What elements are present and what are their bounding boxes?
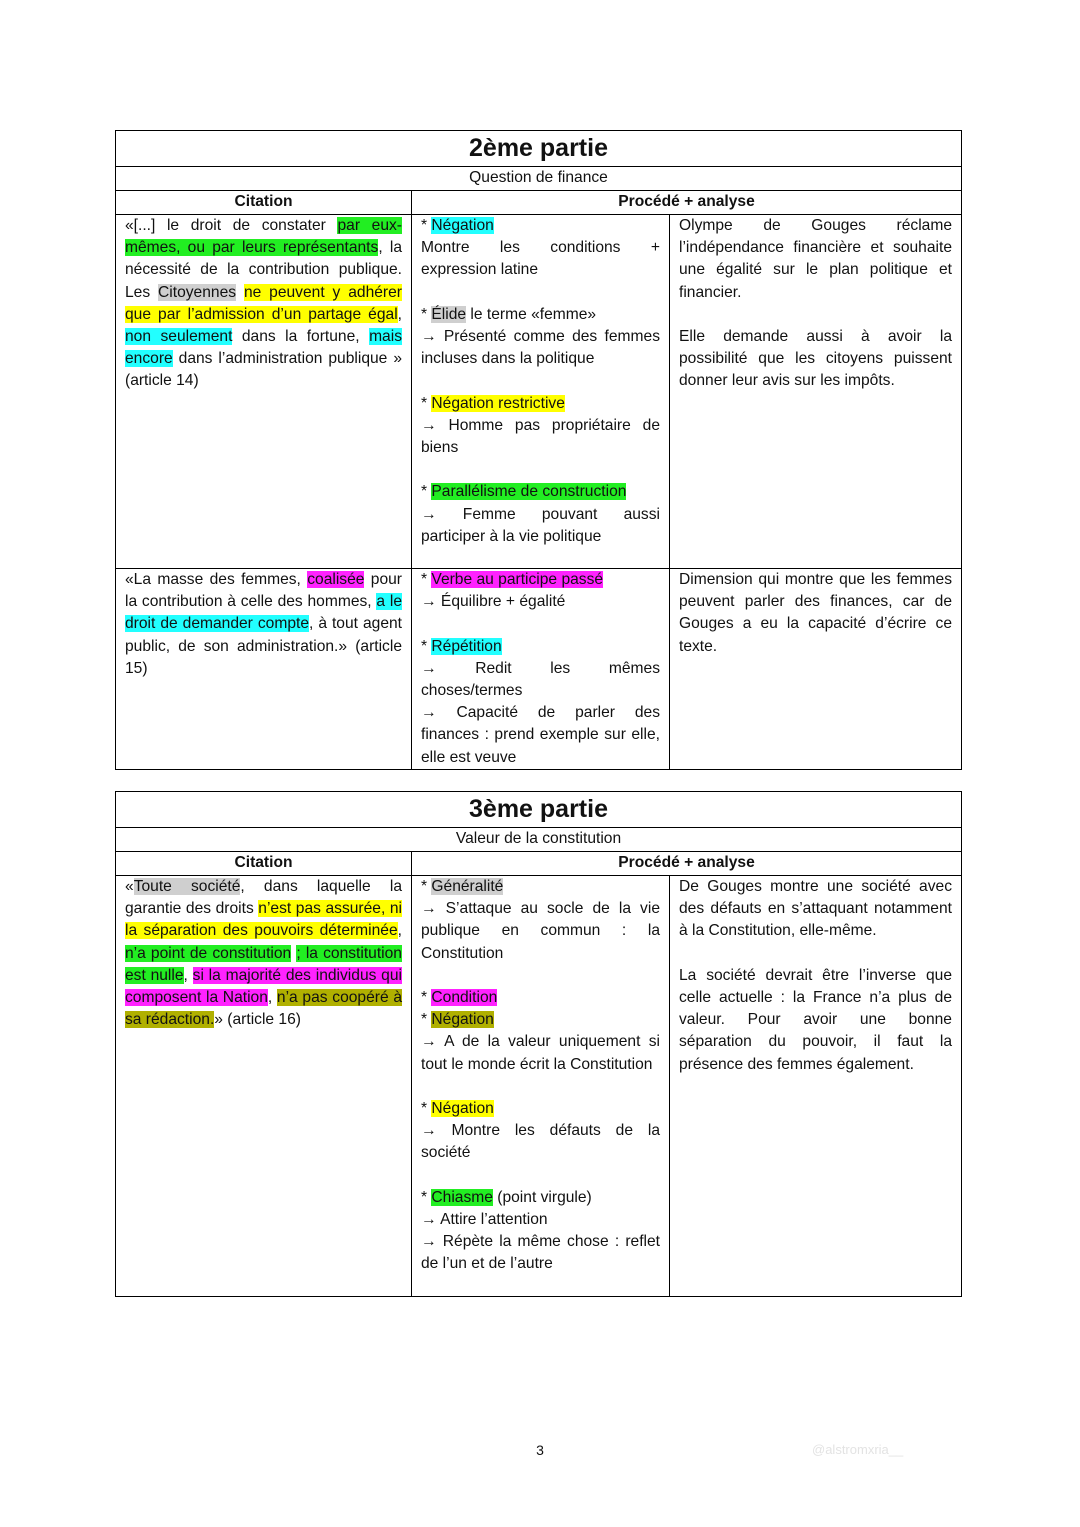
text-segment: → Homme pas propriétaire de biens (421, 416, 660, 456)
part3-row1-analyse (670, 876, 962, 1297)
text-segment: , la nécessité de la contribution publique. Les (125, 239, 402, 301)
part2-title: 2ème partie (116, 131, 962, 167)
text-segment: * (421, 217, 432, 234)
highlighted-text: Élide (431, 305, 467, 323)
paragraph (421, 304, 660, 326)
highlighted-text: Toute société (133, 878, 241, 895)
part3-header-citation: Citation (116, 852, 412, 876)
text-segment (236, 284, 244, 301)
paragraph-gap (421, 613, 660, 635)
text-segment: * (421, 483, 432, 501)
part2-row1-procede (412, 215, 670, 569)
highlighted-text: Répétition (431, 637, 502, 655)
paragraph (679, 326, 952, 393)
highlighted-text: non seulement (125, 328, 233, 346)
paragraph-gap (679, 943, 952, 965)
text-segment: , dans laquelle la garantie des droits (125, 878, 402, 918)
text-segment: → Présenté comme des femmes incluses dans la politique (421, 328, 660, 368)
text-segment: → Redit les mêmes choses/termes (421, 659, 660, 699)
text-segment: pour la contribution à celle des hommes, (125, 571, 402, 611)
part3-subtitle: Valeur de la constitution (116, 828, 962, 852)
paragraph (421, 1187, 660, 1209)
text-segment: , à tout agent public, de son administration.» (article 15) (125, 615, 402, 677)
paragraph (421, 415, 660, 459)
paragraph (679, 965, 952, 1076)
text-segment: * (421, 1100, 432, 1117)
text-segment: Dimension qui montre que les femmes peuvent parler des finances, car de Gouges a eu la capacité d’écrire ce texte. (679, 571, 952, 655)
text-segment: → Femme pouvant aussi participer à la vie politique (421, 505, 660, 545)
part2-table (115, 130, 962, 770)
paragraph (421, 569, 660, 591)
text-segment: → Répète la même chose : reflet de l’un et de l’autre (421, 1233, 660, 1273)
highlighted-text: Généralité (431, 878, 504, 895)
paragraph-gap (421, 1076, 660, 1098)
page-number: 3 (536, 1442, 544, 1458)
highlighted-text: n’est pas assurée, ni la séparation des pouvoirs déterminée (125, 900, 402, 940)
part2-row2-citation (116, 569, 412, 770)
text-segment: «La masse des femmes, (125, 571, 308, 588)
paragraph (421, 702, 660, 769)
part2-subtitle: Question de finance (116, 167, 962, 191)
highlighted-text: ; la constitution est nulle (125, 944, 402, 984)
paragraph (421, 215, 660, 237)
text-segment: La société devrait être l’inverse que celle actuelle : la France n’a plus de valeur. Pour avoir une bonne séparation du pouvoir, il faut la présence des femmes également. (679, 966, 952, 1073)
paragraph (421, 1231, 660, 1275)
paragraph (421, 1031, 660, 1075)
text-segment: «[...] le droit de constater (125, 217, 338, 234)
text-segment: Elle demande aussi à avoir la possibilité que les citoyens puissent donner leur avis sur les impôts. (679, 328, 952, 390)
highlighted-text: ne peuvent y adhérer que par l’admission d’un partage égal (125, 283, 402, 323)
part3-row1-procede (412, 876, 670, 1297)
part3-row1-citation (116, 876, 412, 1297)
paragraph (421, 876, 660, 898)
text-segment: * (421, 394, 432, 412)
text-segment: → Attire l’attention (421, 1211, 548, 1228)
text-segment: , (183, 966, 193, 984)
highlighted-text: a le droit de demander compte (125, 593, 402, 633)
watermark: @alstromxria__ (812, 1442, 904, 1457)
text-segment: → Montre les défauts de la société (421, 1122, 660, 1162)
text-segment: → A de la valeur uniquement si tout le monde écrit la Constitution (421, 1033, 660, 1073)
paragraph (421, 987, 660, 1009)
highlighted-text: Verbe au participe passé (431, 571, 604, 588)
paragraph (421, 658, 660, 702)
paragraph (421, 237, 660, 281)
text-segment: Olympe de Gouges réclame l’indépendance financière et souhaite une égalité sur le plan politique et financier. (679, 217, 952, 301)
text-segment: , (397, 305, 402, 323)
paragraph (421, 1098, 660, 1120)
highlighted-text: n’a point de constitution (125, 944, 292, 962)
part2-row1-citation (116, 215, 412, 569)
text-segment: * (421, 878, 432, 895)
highlighted-text: Négation (431, 217, 494, 234)
text-segment: Montre les conditions + expression latine (421, 239, 660, 279)
text-segment: dans la fortune, (232, 328, 370, 346)
text-segment: * (421, 305, 432, 323)
highlighted-text: Condition (431, 989, 498, 1006)
text-segment: « (125, 878, 134, 895)
part2-row2-procede (412, 569, 670, 770)
text-segment: (point virgule) (492, 1188, 592, 1206)
part2-row1-analyse (670, 215, 962, 569)
part2-header-procede: Procédé + analyse (412, 191, 962, 215)
paragraph (421, 1009, 660, 1031)
paragraph (421, 481, 660, 503)
highlighted-text: Citoyennes (158, 283, 237, 301)
part3-table (115, 791, 962, 1297)
paragraph (421, 326, 660, 370)
paragraph (421, 504, 660, 548)
highlighted-text: Négation restrictive (431, 394, 565, 412)
paragraph-gap (421, 282, 660, 304)
text-segment: , (267, 989, 277, 1007)
paragraph (421, 636, 660, 658)
part2-row2-analyse (670, 569, 962, 770)
paragraph (421, 1209, 660, 1231)
text-segment: De Gouges montre une société avec des défauts en s’attaquant notamment à la Constitution, elle-même. (679, 878, 952, 940)
paragraph-gap (421, 459, 660, 481)
text-segment: dans l’administration publique » (article 14) (125, 350, 402, 390)
highlighted-text: Parallélisme de construction (431, 483, 627, 501)
part3-header-procede: Procédé + analyse (412, 852, 962, 876)
paragraph (679, 569, 952, 658)
paragraph-gap (421, 1165, 660, 1187)
part2-header-citation: Citation (116, 191, 412, 215)
text-segment: le terme «femme» (466, 305, 597, 323)
paragraph (421, 591, 660, 613)
highlighted-text: Négation (431, 1100, 494, 1117)
highlighted-text: mais encore (125, 328, 402, 368)
highlighted-text: par eux-mêmes, ou par leurs représentants (125, 217, 402, 257)
paragraph-gap (421, 370, 660, 392)
text-segment: , (397, 922, 402, 940)
text-segment: * (421, 637, 432, 655)
text-segment: * (421, 1188, 432, 1206)
highlighted-text: n’a pas coopéré à sa rédaction. (125, 989, 402, 1029)
text-segment: → S’attaque au socle de la vie publique en commun : la Constitution (421, 900, 660, 962)
text-segment: » (article 16) (214, 1011, 301, 1029)
paragraph (679, 876, 952, 943)
paragraph-gap (421, 965, 660, 987)
highlighted-text: si la majorité des individus qui composent la Nation (125, 966, 402, 1007)
part3-title: 3ème partie (116, 792, 962, 828)
paragraph (679, 215, 952, 304)
paragraph (421, 898, 660, 965)
text-segment: * (421, 989, 432, 1006)
text-segment: → Capacité de parler des finances : prend exemple sur elle, elle est veuve (421, 704, 660, 766)
text-segment: → Équilibre + égalité (421, 593, 566, 611)
paragraph (421, 393, 660, 415)
text-segment: * (421, 571, 432, 588)
highlighted-text: Chiasme (431, 1188, 493, 1206)
paragraph (421, 1120, 660, 1164)
highlighted-text: coalisée (307, 571, 365, 588)
highlighted-text: Négation (431, 1011, 494, 1029)
paragraph-gap (679, 304, 952, 326)
text-segment: * (421, 1011, 432, 1029)
